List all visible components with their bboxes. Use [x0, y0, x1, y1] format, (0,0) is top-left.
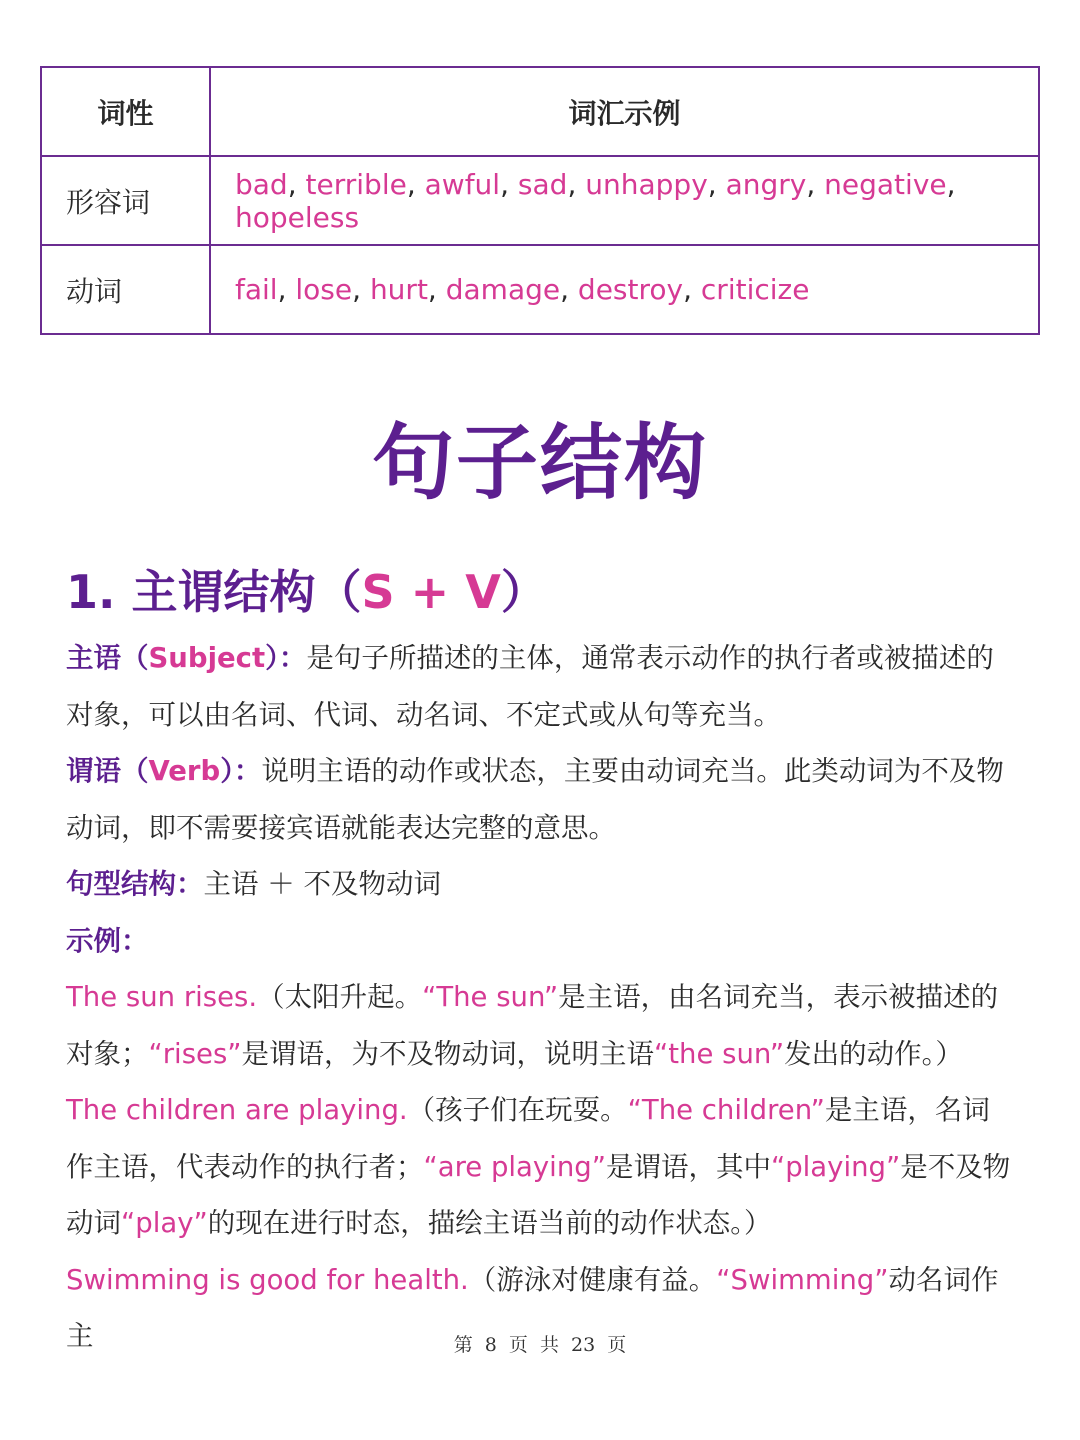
table-row [41, 156, 1039, 245]
example-explanation: “Swimming” [716, 1263, 889, 1296]
example-explanation: 是主语，名词作主语，代表动作的执行者； [66, 1094, 990, 1183]
pattern-text: 主语 ＋ 不及物动词 [203, 868, 441, 900]
example-explanation: “the sun” [654, 1037, 785, 1070]
pattern-label: 句型结构： [66, 868, 204, 900]
example-sentence: The sun rises. [66, 981, 258, 1013]
table-cell-pos: 形容词 [41, 156, 210, 245]
example-explanation: 是谓语，为不及物动词，说明主语 [241, 1037, 655, 1070]
example-explanation: 发出的动作。） [784, 1037, 963, 1070]
vocab-word: hopeless [235, 200, 360, 234]
body-text [66, 630, 1016, 1365]
vocab-word: angry [725, 167, 807, 201]
vocab-word: damage [445, 273, 561, 306]
page-footer: 第 8 页 共 23 页 [453, 1334, 627, 1356]
subject-text: 是句子所描述的主体，通常表示动作的执行者或被描述的对象，可以由名词、代词、动名词、不定式或从句等充当。 [66, 642, 994, 731]
main-title: 句子结构 [371, 416, 708, 511]
verb-label: 谓语（Verb）： [66, 755, 262, 787]
example-explanation: 的现在进行时态，描绘主语当前的动作状态。） [207, 1207, 772, 1239]
example-explanation: （孩子们在玩耍。 [407, 1094, 628, 1126]
vocab-word: terrible [305, 167, 407, 201]
example-explanation: “play” [121, 1207, 208, 1239]
example-sentence: Swimming is good for health. [66, 1263, 469, 1296]
example-explanation: 动名词作主 [66, 1263, 999, 1352]
example-explanation: 是谓语，其中 [605, 1150, 771, 1183]
example-explanation: “rises” [148, 1037, 242, 1070]
example-paragraph [66, 969, 1016, 1082]
vocab-word: bad [235, 167, 288, 201]
example-explanation: （游泳对健康有益。 [468, 1263, 717, 1296]
vocab-word: destroy [577, 273, 684, 306]
vocab-word: fail [235, 273, 278, 306]
subject-paragraph [66, 630, 1016, 743]
table-cell-pos: 动词 [41, 245, 210, 334]
section-title-text: 主谓结构（ [131, 565, 362, 619]
table-cell-words: fail, lose, hurt, damage, destroy, criticize [210, 245, 1039, 334]
example-explanation: 是不及物动词 [66, 1150, 1011, 1239]
example-sentence: The children are playing. [66, 1094, 408, 1126]
example-paragraph [66, 1082, 1016, 1252]
vocab-word: lose [295, 273, 353, 306]
verb-text: 说明主语的动作或状态，主要由动词充当。此类动词为不及物动词，即不需要接宾语就能表达完整的意思。 [66, 755, 1004, 844]
vocab-word: criticize [700, 273, 810, 306]
example-explanation: “are playing” [423, 1150, 606, 1183]
example-explanation: “The children” [627, 1094, 825, 1126]
vocab-word: awful [424, 167, 501, 201]
table-header-examples: 词汇示例 [210, 67, 1039, 156]
example-explanation: “The sun” [422, 981, 559, 1013]
vocabulary-table [40, 66, 1040, 335]
vocab-word: negative [824, 167, 947, 201]
example-explanation: “playing” [770, 1150, 901, 1183]
section-close: ） [500, 565, 547, 619]
vocab-word: hurt [369, 273, 428, 306]
section-formula: S + V [361, 565, 501, 619]
table-cell-words: bad, terrible, awful, sad, unhappy, angry, negative, hopeless [210, 156, 1039, 245]
example-explanation: （太阳升起。 [257, 981, 423, 1013]
vocab-word: sad [517, 167, 568, 201]
section-number: 1. [66, 565, 116, 619]
subject-label: 主语（Subject）： [66, 642, 307, 674]
pattern-paragraph [66, 856, 1016, 913]
section-title [66, 556, 547, 622]
vocab-word: unhappy [585, 167, 708, 201]
examples-list [66, 969, 1016, 1365]
example-explanation: 是主语，由名词充当，表示被描述的对象； [66, 981, 999, 1070]
table-header-pos: 词性 [41, 67, 210, 156]
verb-paragraph [66, 743, 1016, 856]
examples-label: 示例： [66, 924, 149, 957]
table-header-row [41, 67, 1039, 156]
table-row [41, 245, 1039, 334]
